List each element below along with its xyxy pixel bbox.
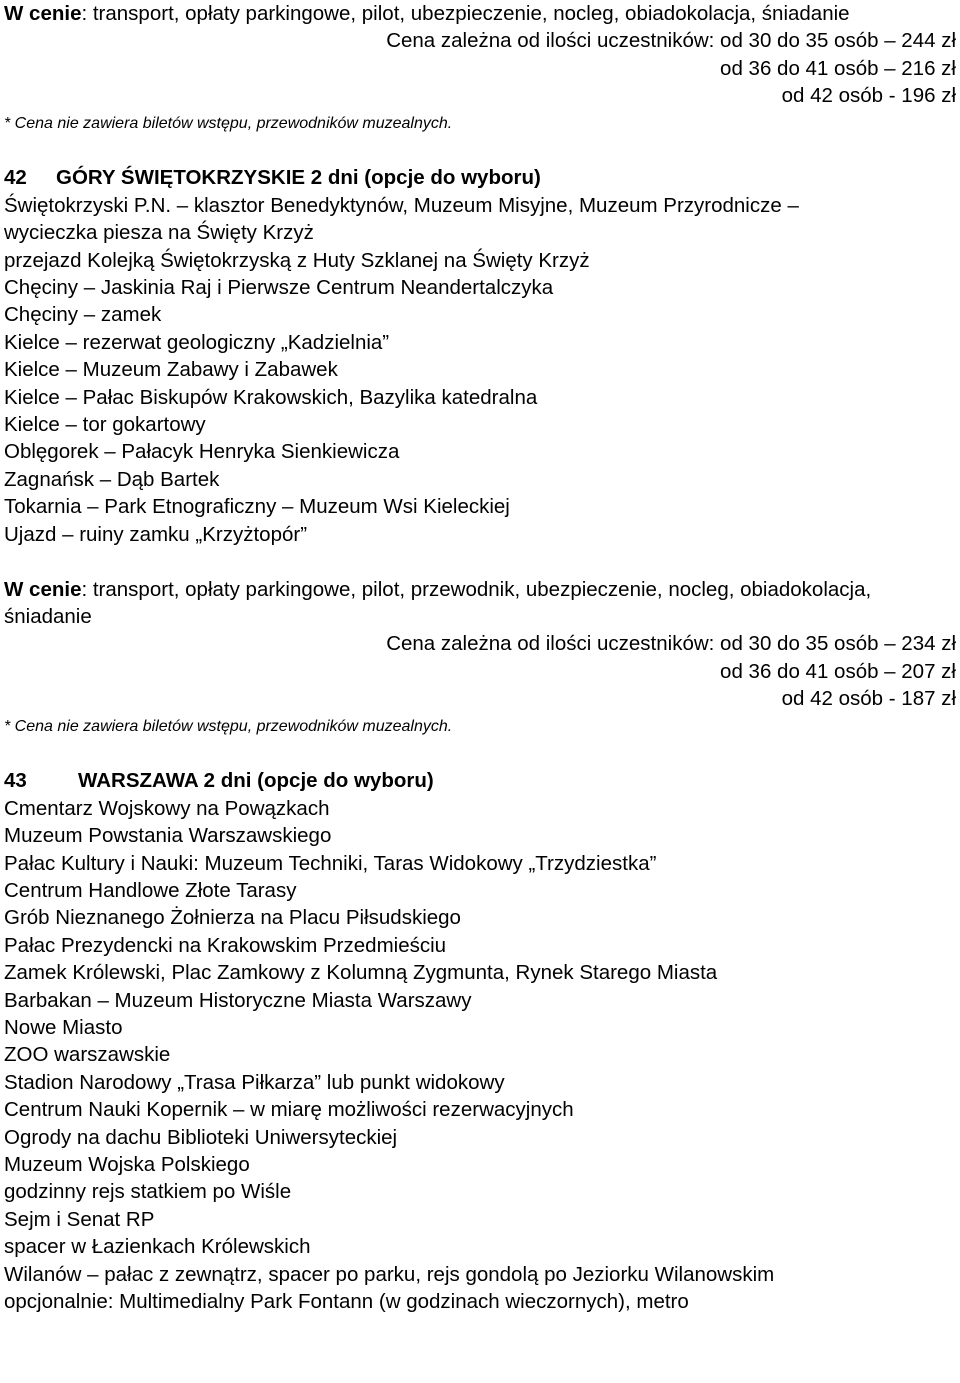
itinerary-item: Centrum Nauki Kopernik – w miarę możliwości rezerwacyjnych bbox=[4, 1098, 574, 1122]
itinerary-item: Chęciny – zamek bbox=[4, 303, 162, 327]
included-text: : transport, opłaty parkingowe, pilot, ubezpieczenie, nocleg, obiadokolacja, śniadanie bbox=[81, 2, 850, 25]
price-line: Cena zależna od ilości uczestników: od 30 do 35 osób – 234 zł bbox=[386, 632, 956, 656]
included-in-price bbox=[4, 0, 956, 27]
section-number: 42 bbox=[4, 166, 27, 190]
itinerary-item: Chęciny – Jaskinia Raj i Pierwsze Centrum Neandertalczyka bbox=[4, 276, 554, 300]
included-in-price bbox=[4, 576, 956, 631]
itinerary-item: opcjonalnie: Multimedialny Park Fontann (w godzinach wieczornych), metro bbox=[4, 1290, 689, 1314]
itinerary-item: Kielce – Muzeum Zabawy i Zabawek bbox=[4, 358, 338, 382]
section-43 bbox=[4, 767, 956, 1315]
included-text: : transport, opłaty parkingowe, pilot, przewodnik, ubezpieczenie, nocleg, obiadokolacja, śniadanie bbox=[4, 577, 872, 628]
itinerary-item: Świętokrzyski P.N. – klasztor Benedyktynów, Muzeum Misyjne, Muzeum Przyrodnicze – bbox=[4, 193, 799, 217]
itinerary-item: Centrum Handlowe Złote Tarasy bbox=[4, 878, 297, 902]
itinerary-item: Ujazd – ruiny zamku „Krzyżtopór” bbox=[4, 522, 308, 546]
itinerary-item: Kielce – tor gokartowy bbox=[4, 413, 206, 437]
price-line: Cena zależna od ilości uczestników: od 30 do 35 osób – 244 zł bbox=[386, 29, 956, 53]
spacer bbox=[4, 137, 956, 164]
included-label: W cenie bbox=[4, 577, 82, 601]
itinerary-item: Tokarnia – Park Etnograficzny – Muzeum Wsi Kieleckiej bbox=[4, 495, 510, 519]
document-page bbox=[4, 0, 956, 1315]
price-line: od 36 do 41 osób – 207 zł bbox=[720, 659, 956, 683]
itinerary-item: Cmentarz Wojskowy na Powązkach bbox=[4, 796, 330, 820]
itinerary-item: wycieczka piesza na Święty Krzyż bbox=[4, 221, 314, 245]
section-heading bbox=[4, 164, 956, 191]
itinerary-item: Muzeum Wojska Polskiego bbox=[4, 1153, 250, 1177]
spacer bbox=[4, 740, 956, 767]
itinerary-item: Pałac Kultury i Nauki: Muzeum Techniki, Taras Widokowy „Trzydziestka” bbox=[4, 851, 657, 875]
spacer bbox=[4, 548, 956, 575]
itinerary-item: Wilanów – pałac z zewnątrz, spacer po parku, rejs gondolą po Jeziorku Wilanowskim bbox=[4, 1262, 775, 1286]
itinerary-item: Oblęgorek – Pałacyk Henryka Sienkiewicza bbox=[4, 440, 400, 464]
itinerary-item: Barbakan – Muzeum Historyczne Miasta Warszawy bbox=[4, 988, 472, 1012]
section-title: GÓRY ŚWIĘTOKRZYSKIE 2 dni (opcje do wyboru) bbox=[56, 166, 541, 190]
itinerary-item: przejazd Kolejką Świętokrzyską z Huty Szklanej na Święty Krzyż bbox=[4, 248, 590, 272]
section-title: WARSZAWA 2 dni (opcje do wyboru) bbox=[78, 769, 434, 793]
price-note: * Cena nie zawiera biletów wstępu, przewodników muzealnych. bbox=[4, 114, 453, 132]
itinerary-item: Kielce – Pałac Biskupów Krakowskich, Bazylika katedralna bbox=[4, 385, 538, 409]
section-number: 43 bbox=[4, 769, 27, 793]
itinerary-item: Stadion Narodowy „Trasa Piłkarza” lub punkt widokowy bbox=[4, 1070, 505, 1094]
price-line: od 36 do 41 osób – 216 zł bbox=[720, 56, 956, 80]
itinerary-item: Grób Nieznanego Żołnierza na Placu Piłsudskiego bbox=[4, 906, 461, 930]
itinerary-item: godzinny rejs statkiem po Wiśle bbox=[4, 1180, 292, 1204]
price-line: od 42 osób - 196 zł bbox=[781, 84, 956, 108]
itinerary-item: Kielce – rezerwat geologiczny „Kadzielnia” bbox=[4, 330, 390, 354]
price-note: * Cena nie zawiera biletów wstępu, przewodników muzealnych. bbox=[4, 717, 453, 735]
itinerary-item: ZOO warszawskie bbox=[4, 1043, 171, 1067]
itinerary-item: spacer w Łazienkach Królewskich bbox=[4, 1235, 311, 1259]
itinerary-item: Zagnańsk – Dąb Bartek bbox=[4, 467, 220, 491]
price-line: od 42 osób - 187 zł bbox=[781, 687, 956, 711]
itinerary-item: Nowe Miasto bbox=[4, 1015, 123, 1039]
itinerary-item: Sejm i Senat RP bbox=[4, 1207, 155, 1231]
section-42 bbox=[4, 164, 956, 740]
itinerary-item: Pałac Prezydencki na Krakowskim Przedmieściu bbox=[4, 933, 447, 957]
section-heading bbox=[4, 767, 956, 794]
included-label: W cenie bbox=[4, 2, 82, 25]
top-price-block bbox=[4, 0, 956, 137]
itinerary-item: Ogrody na dachu Biblioteki Uniwersyteckiej bbox=[4, 1125, 398, 1149]
itinerary-item: Zamek Królewski, Plac Zamkowy z Kolumną Zygmunta, Rynek Starego Miasta bbox=[4, 961, 718, 985]
itinerary-item: Muzeum Powstania Warszawskiego bbox=[4, 824, 332, 848]
